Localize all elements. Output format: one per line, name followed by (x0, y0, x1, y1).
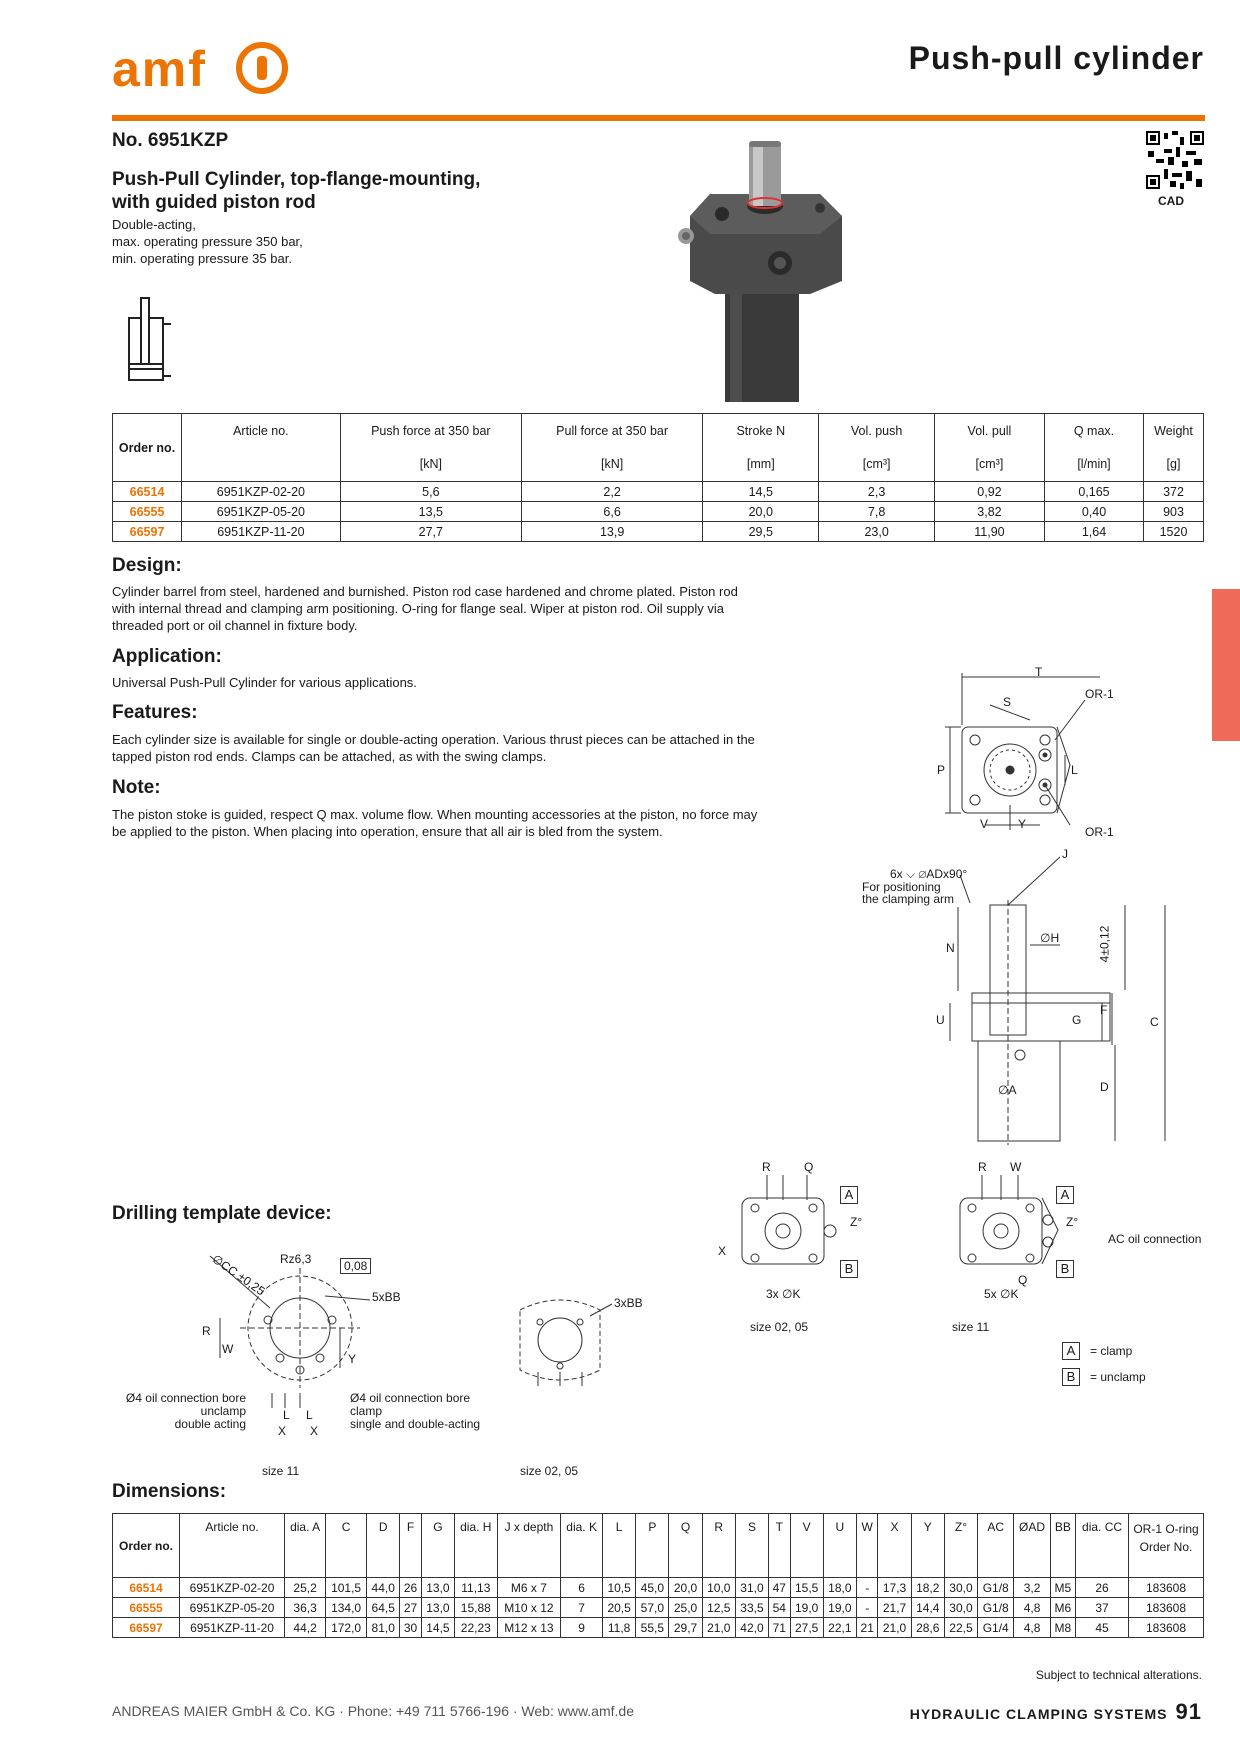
table-cell: 1,64 (1044, 522, 1143, 542)
table-cell: 372 (1144, 482, 1204, 502)
product-name-line2: with guided piston rod (112, 192, 316, 213)
table-cell: 42,0 (735, 1618, 768, 1638)
table-cell: 21,0 (878, 1618, 911, 1638)
table-cell: 27 (400, 1598, 422, 1618)
dim-F: F (1100, 1003, 1108, 1017)
design-text: Cylinder barrel from steel, hardened and burnished. Piston rod case hardened and chrome plated. Piston rod with internal thread and clamping arm positioning. O-ring for flange seal. Wiper at piston rod. Oil supply via threaded port or oil channel in fixture body. (112, 584, 738, 633)
table-cell: 36,3 (285, 1598, 326, 1618)
table-cell: 29,7 (669, 1618, 702, 1638)
dim-J: J (1062, 847, 1068, 861)
left-note-1: Ø4 oil connection bore (125, 1391, 246, 1405)
drilling-template-11 (120, 1248, 500, 1478)
dim-tolerance: 4±0,12 (1097, 925, 1112, 963)
table-cell: 15,88 (455, 1598, 498, 1618)
table-cell: G1/8 (978, 1598, 1014, 1618)
dim-header: Z° (944, 1514, 977, 1578)
table-cell: 15,5 (790, 1578, 823, 1598)
product-name-line1: Push-Pull Cylinder, top-flange-mounting, (112, 169, 481, 190)
table-cell: 183608 (1129, 1578, 1204, 1598)
dim-header: S (735, 1514, 768, 1578)
table-cell: 47 (769, 1578, 791, 1598)
spec-unit: [kN] (340, 448, 521, 482)
table-row (113, 1578, 1204, 1598)
dim-header: U (823, 1514, 856, 1578)
drilling-heading: Drilling template device: (112, 1203, 332, 1224)
legend-A-key: A (1062, 1342, 1080, 1360)
dim-Z: Z° (850, 1215, 863, 1229)
dim-BB: 3xBB (614, 1296, 643, 1310)
order-link[interactable]: 66555 (113, 502, 182, 522)
qr-code[interactable] (1146, 131, 1204, 189)
table-cell: M10 x 12 (497, 1598, 561, 1618)
flatness-note: 0,08 (340, 1258, 371, 1274)
template0205-caption: size 02, 05 (520, 1464, 579, 1478)
table-cell: 3,82 (934, 502, 1044, 522)
table-cell: G1/8 (978, 1578, 1014, 1598)
right-note-3: single and double-acting (350, 1417, 481, 1431)
intro-line-2: max. operating pressure 350 bar, (112, 234, 303, 249)
dim-header: dia. A (285, 1514, 326, 1578)
intro-line-1: Double-acting, (112, 217, 196, 232)
table-cell: 26 (1076, 1578, 1129, 1598)
spec-header-stroke: Stroke N (703, 414, 819, 448)
table-cell: 6,6 (521, 502, 702, 522)
svg-text:amf: amf (112, 41, 207, 97)
dim-V: V (980, 817, 989, 831)
footer-category (910, 1699, 1202, 1725)
design-heading: Design: (112, 555, 182, 576)
table-cell: 21,0 (702, 1618, 735, 1638)
spec-header-weight: Weight (1144, 414, 1204, 448)
positioning-note: For positioning (862, 880, 941, 894)
product-photo (670, 136, 855, 406)
table-cell: 13,0 (421, 1578, 454, 1598)
table-cell: 134,0 (326, 1598, 367, 1618)
spec-unit: [g] (1144, 448, 1204, 482)
spec-header-row (113, 414, 1204, 448)
side-view-drawing (860, 845, 1190, 1150)
spec-unit: [l/min] (1044, 448, 1143, 482)
legend-A-text: = clamp (1090, 1344, 1133, 1358)
dim-header: T (769, 1514, 791, 1578)
table-cell: 30 (400, 1618, 422, 1638)
dim-L: L (1071, 763, 1078, 777)
dim-Q: Q (804, 1160, 814, 1174)
dim-header: L (603, 1514, 636, 1578)
template11-caption: size 11 (262, 1464, 300, 1478)
table-cell: 22,23 (455, 1618, 498, 1638)
table-cell: 7 (561, 1598, 603, 1618)
table-cell: 183608 (1129, 1618, 1204, 1638)
dim-header-row (113, 1514, 1204, 1578)
table-cell: 13,0 (421, 1598, 454, 1618)
dim-L-2: L (306, 1408, 313, 1422)
right-note-1: Ø4 oil connection bore (350, 1391, 471, 1405)
spec-table (112, 413, 1204, 542)
table-cell: 21,7 (878, 1598, 911, 1618)
dim-header-oring: OR-1 O-ring Order No. (1129, 1514, 1204, 1578)
dim-header: dia. CC (1076, 1514, 1129, 1578)
dim-Z: Z° (1066, 1215, 1079, 1229)
table-row (113, 1618, 1204, 1638)
table-cell: 17,3 (878, 1578, 911, 1598)
header-rule (112, 115, 1205, 121)
top-view-drawing (915, 665, 1155, 840)
order-no-header: Order no. (113, 414, 182, 482)
table-cell: 4,8 (1014, 1598, 1050, 1618)
table-cell: 6951KZP-05-20 (180, 1598, 285, 1618)
dim-header: W (856, 1514, 878, 1578)
application-heading: Application: (112, 646, 222, 667)
dim-header: AC (978, 1514, 1014, 1578)
footer-company: ANDREAS MAIER GmbH & Co. KG · Phone: +49 711 5766-196 · Web: www.amf.de (112, 1703, 634, 1719)
table-cell: 10,0 (702, 1578, 735, 1598)
order-link[interactable]: 66597 (113, 522, 182, 542)
dim-L-1: L (283, 1408, 290, 1422)
table-row (113, 502, 1204, 522)
table-cell: 0,40 (1044, 502, 1143, 522)
features-heading: Features: (112, 702, 198, 723)
table-cell: 0,165 (1044, 482, 1143, 502)
table-cell: 10,5 (603, 1578, 636, 1598)
dim-OR1-top: OR-1 (1085, 687, 1114, 701)
dim-BB: 5xBB (372, 1290, 401, 1304)
table-cell: 25,0 (669, 1598, 702, 1618)
order-link[interactable]: 66514 (113, 482, 182, 502)
order-link[interactable]: 66597 (113, 1618, 180, 1638)
dim-header: Y (911, 1514, 944, 1578)
amf-logo (112, 38, 302, 98)
table-cell: 101,5 (326, 1578, 367, 1598)
features-text: Each cylinder size is available for single or double-acting operation. Various thrust pieces can be attached in the tapped piston rod ends. Clamps can be attached, as with the swing clamps. (112, 732, 755, 764)
dim-header: R (702, 1514, 735, 1578)
dim-header: ØAD (1014, 1514, 1050, 1578)
table-cell: 30,0 (944, 1578, 977, 1598)
left-note-2: unclamp (200, 1404, 246, 1418)
table-row (113, 522, 1204, 542)
table-cell: 45 (1076, 1618, 1129, 1638)
spec-header-pull: Pull force at 350 bar (521, 414, 702, 448)
dim-W: W (222, 1342, 234, 1356)
table-cell: 20,0 (669, 1578, 702, 1598)
dim-A: ∅A (998, 1083, 1017, 1097)
note-text: The piston stoke is guided, respect Q max. volume flow. When mounting accessories at the piston, no force may be applied to the piston. When placing into operation, ensure that all air is bled from the system. (112, 807, 758, 839)
table-cell: 57,0 (636, 1598, 669, 1618)
table-cell: 44,2 (285, 1618, 326, 1638)
spec-unit (182, 448, 341, 482)
dimensions-heading: Dimensions: (112, 1481, 227, 1502)
spec-header-push: Push force at 350 bar (340, 414, 521, 448)
table-cell: 6951KZP-05-20 (182, 502, 341, 522)
table-cell: 33,5 (735, 1598, 768, 1618)
table-cell: 11,13 (455, 1578, 498, 1598)
port-A: A (840, 1186, 858, 1204)
dim-header: V (790, 1514, 823, 1578)
table-cell: 18,0 (823, 1578, 856, 1598)
note-heading: Note: (112, 777, 161, 798)
dim-header: Q (669, 1514, 702, 1578)
table-cell: M12 x 13 (497, 1618, 561, 1638)
table-row (113, 1598, 1204, 1618)
dim-header: Article no. (180, 1514, 285, 1578)
table-cell: 22,1 (823, 1618, 856, 1638)
product-name (112, 168, 572, 214)
legend-B-key: B (1062, 1368, 1080, 1386)
table-cell: 81,0 (367, 1618, 400, 1638)
cad-label: CAD (1158, 194, 1184, 208)
chapter-tab[interactable] (1212, 589, 1240, 741)
dim-header: dia. K (561, 1514, 603, 1578)
table-cell: 19,0 (823, 1598, 856, 1618)
positioning-note-2: the clamping arm (862, 892, 955, 906)
table-cell: 6951KZP-11-20 (182, 522, 341, 542)
dim-U: U (936, 1013, 945, 1027)
table-cell: 20,0 (703, 502, 819, 522)
table-cell: 18,2 (911, 1578, 944, 1598)
table-cell: 21 (856, 1618, 878, 1638)
dim-R: R (762, 1160, 771, 1174)
dim-Y: Y (1018, 817, 1027, 831)
table-cell: 12,5 (702, 1598, 735, 1618)
table-cell: 4,8 (1014, 1618, 1050, 1638)
spec-header-qmax: Q max. (1044, 414, 1143, 448)
hydraulic-symbol (125, 296, 175, 386)
table-cell: 28,6 (911, 1618, 944, 1638)
dim-P: P (937, 763, 946, 777)
dim-R: R (978, 1160, 987, 1174)
table-cell: 14,5 (703, 482, 819, 502)
table-cell: 37 (1076, 1598, 1129, 1618)
dim-N: N (946, 941, 955, 955)
dim-header: F (400, 1514, 422, 1578)
table-cell: 11,8 (603, 1618, 636, 1638)
table-cell: - (856, 1578, 878, 1598)
table-cell: 9 (561, 1618, 603, 1638)
table-cell: 64,5 (367, 1598, 400, 1618)
spec-units-row (113, 448, 1204, 482)
dim-X-1: X (278, 1424, 287, 1438)
dim-header: X (878, 1514, 911, 1578)
roughness-note: Rz6,3 (280, 1252, 312, 1266)
page-title: Push-pull cylinder (908, 40, 1204, 76)
size-11-view (948, 1160, 1218, 1335)
dim-G: G (1072, 1013, 1082, 1027)
spec-header-vol-push: Vol. push (819, 414, 935, 448)
drilling-template-0205 (500, 1290, 660, 1480)
table-cell: 2,3 (819, 482, 935, 502)
table-cell: 7,8 (819, 502, 935, 522)
application-text: Universal Push-Pull Cylinder for various applications. (112, 675, 417, 690)
alterations-note: Subject to technical alterations. (1035, 1668, 1202, 1682)
dim-H: ∅H (1040, 931, 1060, 945)
table-cell: 172,0 (326, 1618, 367, 1638)
left-note-3: double acting (174, 1417, 246, 1431)
spec-header-vol-pull: Vol. pull (934, 414, 1044, 448)
table-cell: 31,0 (735, 1578, 768, 1598)
table-cell: 2,2 (521, 482, 702, 502)
table-cell: 14,4 (911, 1598, 944, 1618)
dim-K: 3x ∅K (766, 1287, 801, 1301)
table-cell: 13,9 (521, 522, 702, 542)
dimensions-table (112, 1513, 1204, 1638)
dim-header: BB (1050, 1514, 1075, 1578)
table-cell: 23,0 (819, 522, 935, 542)
order-link[interactable]: 66555 (113, 1598, 180, 1618)
footer-category-label: HYDRAULIC CLAMPING SYSTEMS (909, 1706, 1168, 1722)
table-row (113, 482, 1204, 502)
table-cell: 26 (400, 1578, 422, 1598)
dim-R: R (202, 1324, 211, 1338)
product-number: No. 6951KZP (112, 130, 229, 151)
dim-T: T (1035, 665, 1043, 679)
table-cell: 5,6 (340, 482, 521, 502)
size-0205-view (712, 1160, 863, 1334)
table-cell: 25,2 (285, 1578, 326, 1598)
dim-X-2: X (310, 1424, 319, 1438)
dim-C: C (1150, 1015, 1159, 1029)
table-cell: 0,92 (934, 482, 1044, 502)
port-B: B (1056, 1260, 1074, 1278)
product-intro (112, 216, 303, 267)
dim-D: D (1100, 1080, 1109, 1094)
order-no-header: Order no. (113, 1514, 180, 1578)
ac-oil-connection: AC oil connection (1108, 1232, 1202, 1246)
spec-unit: [cm³] (934, 448, 1044, 482)
table-cell: 29,5 (703, 522, 819, 542)
table-cell: 13,5 (340, 502, 521, 522)
spec-unit: [cm³] (819, 448, 935, 482)
right-note-2: clamp (350, 1404, 383, 1418)
dim-header: D (367, 1514, 400, 1578)
table-cell: 11,90 (934, 522, 1044, 542)
table-cell: M6 x 7 (497, 1578, 561, 1598)
table-cell: 44,0 (367, 1578, 400, 1598)
table-cell: 22,5 (944, 1618, 977, 1638)
table-cell: 3,2 (1014, 1578, 1050, 1598)
dim-W: W (1010, 1160, 1022, 1174)
table-cell: 6951KZP-02-20 (182, 482, 341, 502)
table-cell: M8 (1050, 1618, 1075, 1638)
table-cell: 6 (561, 1578, 603, 1598)
table-cell: 27,5 (790, 1618, 823, 1638)
dim-X: X (718, 1244, 727, 1258)
dim-header: P (636, 1514, 669, 1578)
dim-Y: Y (348, 1352, 357, 1366)
table-cell: 30,0 (944, 1598, 977, 1618)
size-11-caption: size 11 (952, 1320, 990, 1334)
ad-note: 6x ⌵ ∅ADx90° (890, 867, 968, 881)
port-B: B (840, 1260, 858, 1278)
table-cell: 183608 (1129, 1598, 1204, 1618)
size-0205-caption: size 02, 05 (750, 1320, 809, 1334)
table-cell: 27,7 (340, 522, 521, 542)
table-cell: 71 (769, 1618, 791, 1638)
legend-B-text: = unclamp (1090, 1370, 1146, 1384)
dim-K: 5x ∅K (984, 1287, 1019, 1301)
table-cell: 45,0 (636, 1578, 669, 1598)
dim-Q: Q (1018, 1273, 1028, 1287)
intro-line-3: min. operating pressure 35 bar. (112, 251, 292, 266)
dim-header: G (421, 1514, 454, 1578)
table-cell: 6951KZP-11-20 (180, 1618, 285, 1638)
table-cell: - (856, 1598, 878, 1618)
order-link[interactable]: 66514 (113, 1578, 180, 1598)
dim-header: dia. H (455, 1514, 498, 1578)
table-cell: 55,5 (636, 1618, 669, 1638)
table-cell: M6 (1050, 1598, 1075, 1618)
table-cell: 1520 (1144, 522, 1204, 542)
spec-unit: [kN] (521, 448, 702, 482)
dim-OR1-bottom: OR-1 (1085, 825, 1114, 839)
spec-header-article: Article no. (182, 414, 341, 448)
page-number: 91 (1175, 1699, 1202, 1724)
table-cell: 903 (1144, 502, 1204, 522)
spec-unit: [mm] (703, 448, 819, 482)
table-cell: 19,0 (790, 1598, 823, 1618)
dim-CC: ∅CC ±0,25 (209, 1251, 268, 1299)
table-cell: 20,5 (603, 1598, 636, 1618)
table-cell: M5 (1050, 1578, 1075, 1598)
table-cell: 54 (769, 1598, 791, 1618)
dim-header: J x depth (497, 1514, 561, 1578)
table-cell: G1/4 (978, 1618, 1014, 1638)
dim-S: S (1003, 695, 1012, 709)
port-A: A (1056, 1186, 1074, 1204)
dim-header: C (326, 1514, 367, 1578)
table-cell: 14,5 (421, 1618, 454, 1638)
table-cell: 6951KZP-02-20 (180, 1578, 285, 1598)
